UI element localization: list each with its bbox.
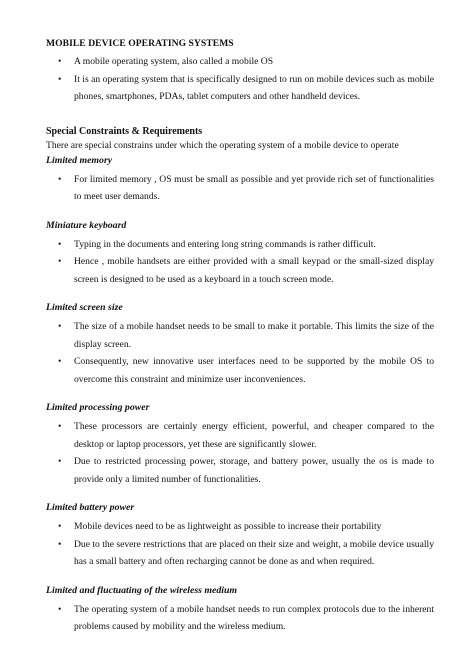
bullet-icon: • <box>58 56 62 67</box>
bullet-icon: • <box>58 521 62 532</box>
bullet-list <box>46 518 434 571</box>
bullet-list <box>46 318 434 388</box>
subsection-title: Limited screen size <box>46 302 123 313</box>
bullet-list <box>46 236 434 289</box>
list-item: • The size of a mobile handset needs to be small to make it portable. This limits the size of the display screen. <box>46 318 434 353</box>
bullet-icon: • <box>58 421 62 432</box>
list-item: • These processors are certainly energy efficient, powerful, and cheaper compared to the desktop or laptop processors, yet these are significantly slower. <box>46 418 434 453</box>
bullet-icon: • <box>58 356 62 367</box>
bullet-icon: • <box>58 73 62 85</box>
list-item: • Due to the severe restrictions that are placed on their size and weight, a mobile device usually has a small battery and often recharging cannot be done as and when required. <box>46 536 434 571</box>
bullet-list <box>46 601 434 636</box>
list-item: • For limited memory , OS must be small as possible and yet provide rich set of functionalities to meet user demands. <box>46 171 434 206</box>
intro-block <box>46 38 434 106</box>
list-item: • It is an operating system that is specifically designed to run on mobile devices such as mobile phones, smartphones, PDAs, tablet computers and other handheld devices. <box>46 71 434 106</box>
subsection-miniature-keyboard <box>46 220 434 289</box>
subsection-limited-battery-power <box>46 502 434 571</box>
bullet-list <box>46 171 434 206</box>
subsection-limited-processing-power <box>46 402 434 488</box>
subsection-title: Limited battery power <box>46 502 135 513</box>
bullet-icon: • <box>58 321 62 332</box>
subsection-title: Miniature keyboard <box>46 219 127 231</box>
subsection-title: Limited processing power <box>46 402 150 413</box>
list-item: • Hence , mobile handsets are either provided with a small keypad or the small-sized display screen is designed to be used as a keyboard in a touch screen mode. <box>46 253 434 288</box>
section-title: Special Constraints & Requirements <box>46 125 203 137</box>
list-item: • Consequently, new innovative user interfaces need to be supported by the mobile OS to overcome this constraint and minimize user inconveniences. <box>46 353 434 388</box>
bullet-icon: • <box>58 456 62 467</box>
subsection-wireless-medium <box>46 585 434 636</box>
list-item: • A mobile operating system, also called a mobile OS <box>46 53 434 71</box>
bullet-icon: • <box>58 256 62 267</box>
bullet-icon: • <box>58 238 62 250</box>
list-item: • The operating system of a mobile handset needs to run complex protocols due to the inherent problems caused by mobility and the wireless medium. <box>46 601 434 636</box>
document-title: MOBILE DEVICE OPERATING SYSTEMS <box>46 38 234 49</box>
subsection-limited-screen-size <box>46 302 434 388</box>
list-item: • Typing in the documents and entering long string commands is rather difficult. <box>46 236 434 254</box>
list-item: • Due to restricted processing power, storage, and battery power, usually the os is made to provide only a limited number of functionalities. <box>46 453 434 488</box>
bullet-icon: • <box>58 538 62 550</box>
bullet-icon: • <box>58 173 62 185</box>
section-intro: There are special constrains under which the operating system of a mobile device to operate <box>46 139 399 151</box>
bullet-list <box>46 418 434 488</box>
bullet-icon: • <box>58 603 62 615</box>
subsection-title: Limited and fluctuating of the wireless medium <box>46 584 238 596</box>
list-item: • Mobile devices need to be as lightweight as possible to increase their portability <box>46 518 434 536</box>
subsection-limited-memory <box>46 155 434 206</box>
intro-bullet-list <box>46 53 434 106</box>
subsection-title: Limited memory <box>46 154 113 166</box>
